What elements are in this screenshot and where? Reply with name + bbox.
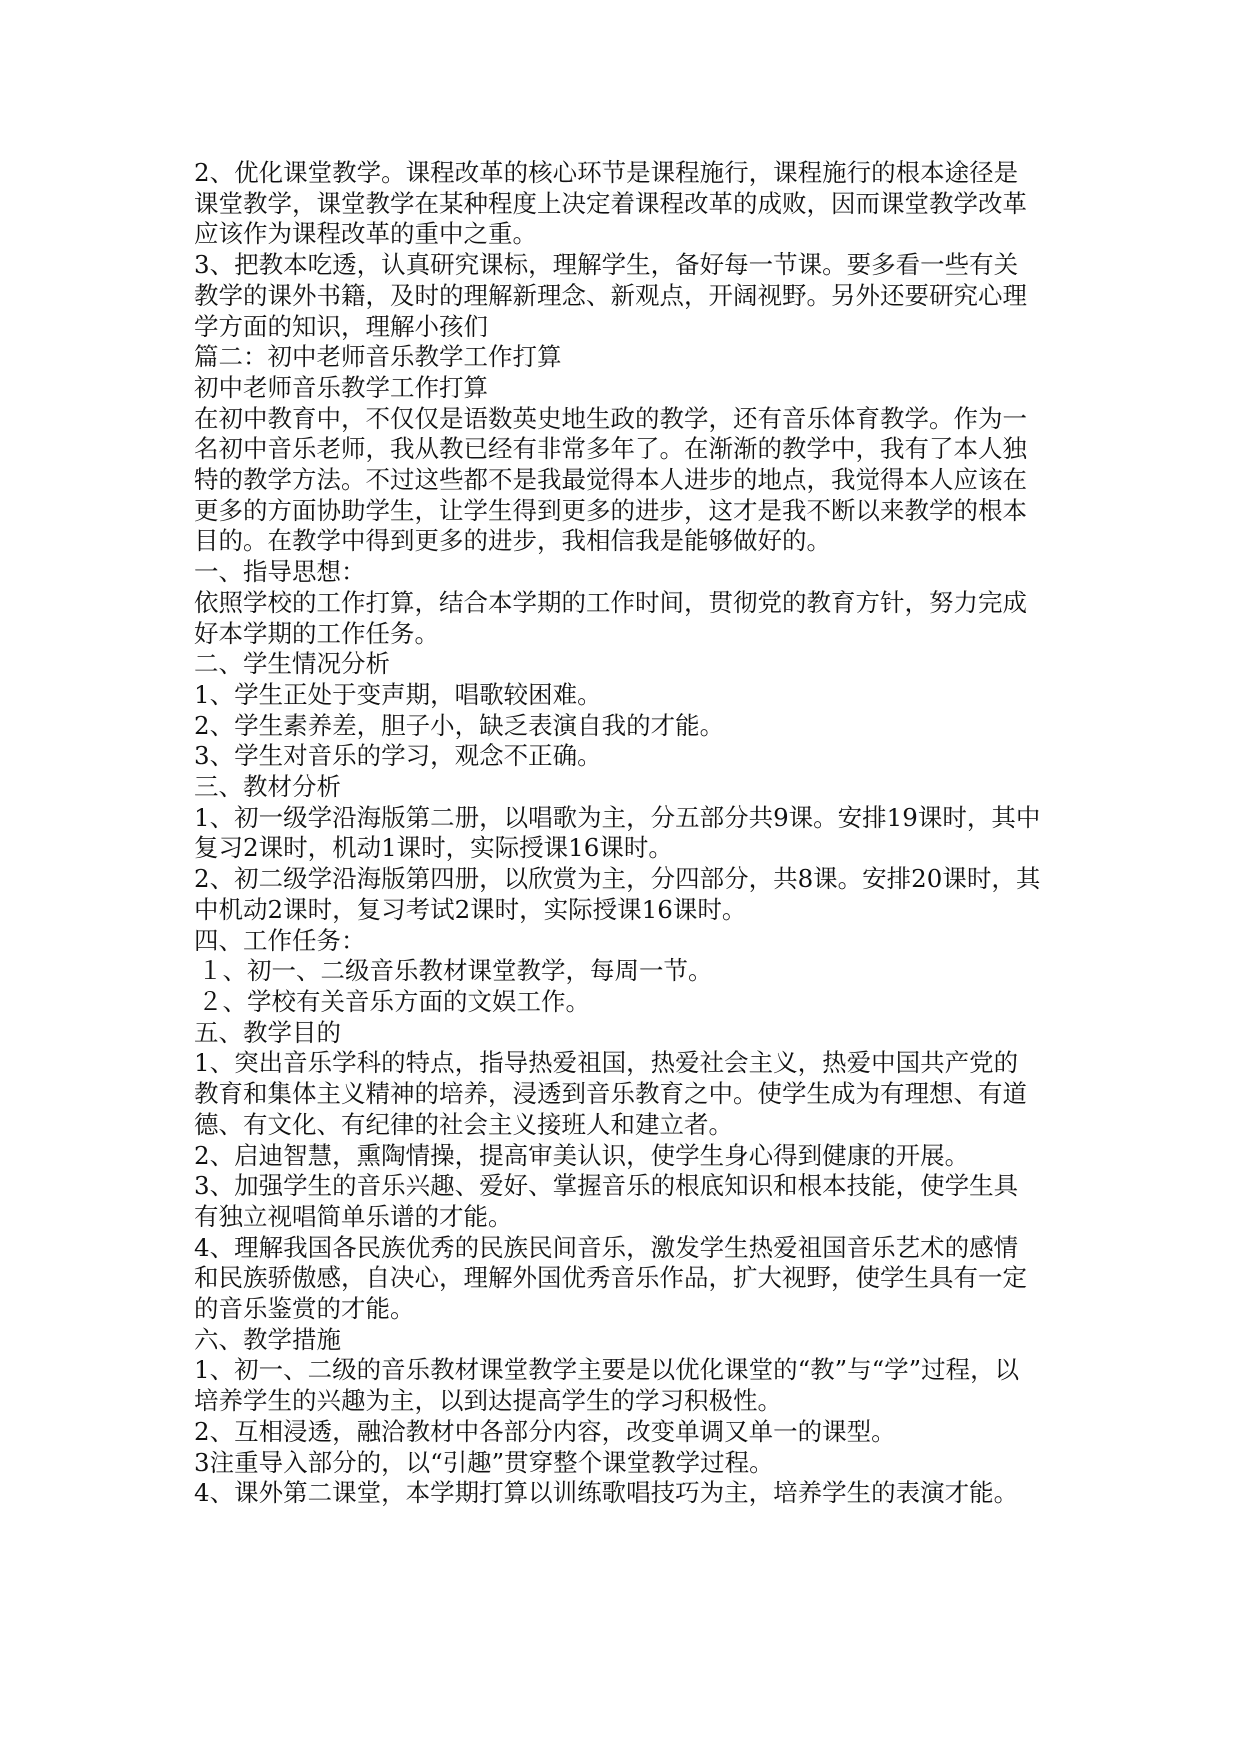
section-heading: 三、教材分析 [194, 772, 341, 802]
paragraph-line: 和民族骄傲感，自决心，理解外国优秀音乐作品，扩大视野，使学生具有一定 [194, 1263, 1027, 1293]
paragraph-line: 有独立视唱简单乐谱的才能。 [194, 1201, 513, 1231]
list-item: 2、学生素养差，胆子小，缺乏表演自我的才能。 [194, 710, 725, 740]
document-title: 初中老师音乐教学工作打算 [194, 372, 488, 402]
paragraph-line: 中机动2课时，复习考试2课时，实际授课16课时。 [194, 894, 747, 924]
paragraph-line: 在初中教育中，不仅仅是语数英史地生政的教学，还有音乐体育教学。作为一 [194, 403, 1027, 433]
paragraph-line: 好本学期的工作任务。 [194, 618, 439, 648]
list-item: 1、突出音乐学科的特点，指导热爱祖国，热爱社会主义，热爱中国共产党的 [194, 1048, 1019, 1078]
list-item: １、初一、二级音乐教材课堂教学，每周一节。 [198, 956, 713, 986]
paragraph-line: 2、优化课堂教学。课程改革的核心环节是课程施行，课程施行的根本途径是 [194, 158, 1019, 187]
list-item: 1、学生正处于变声期，唱歌较困难。 [194, 679, 602, 709]
section-heading: 六、教学措施 [194, 1324, 341, 1354]
section-heading: 五、教学目的 [194, 1017, 341, 1047]
list-item: 2、互相浸透，融洽教材中各部分内容，改变单调又单一的课型。 [194, 1416, 896, 1446]
list-item: 3、学生对音乐的学习，观念不正确。 [194, 741, 602, 771]
paragraph-line: 依照学校的工作打算，结合本学期的工作时间，贯彻党的教育方针，努力完成 [194, 587, 1027, 617]
paragraph-line: 的音乐鉴赏的才能。 [194, 1294, 415, 1324]
paragraph-line: 德、有文化、有纪律的社会主义接班人和建立者。 [194, 1109, 733, 1139]
paragraph-line: 课堂教学，课堂教学在某种程度上决定着课程改革的成败，因而课堂教学改革 [194, 188, 1027, 218]
paragraph-line: 名初中音乐老师，我从教已经有非常多年了。在渐渐的教学中，我有了本人独 [194, 434, 1027, 464]
paragraph-line: 教育和集体主义精神的培养，浸透到音乐教育之中。使学生成为有理想、有道 [194, 1079, 1027, 1109]
list-item: 1、初一级学沿海版第二册，以唱歌为主，分五部分共9课。安排19课时，其中 [194, 802, 1041, 832]
list-item: 2、初二级学沿海版第四册，以欣赏为主，分四部分，共8课。安排20课时，其 [194, 864, 1041, 894]
section-heading: 一、指导思想： [194, 557, 366, 587]
paragraph-line: 培养学生的兴趣为主，以到达提高学生的学习积极性。 [194, 1386, 782, 1416]
list-item: 2、启迪智慧，熏陶情操，提高审美认识，使学生身心得到健康的开展。 [194, 1140, 970, 1170]
document-body [194, 158, 1054, 1509]
section-heading: 二、学生情况分析 [194, 649, 390, 679]
list-item: 3注重导入部分的，以“引趣”贯穿整个课堂教学过程。 [194, 1447, 774, 1477]
paragraph-line: 目的。在教学中得到更多的进步，我相信我是能够做好的。 [194, 526, 831, 556]
list-item: ２、学校有关音乐方面的文娱工作。 [198, 986, 590, 1016]
section-heading: 篇二：初中老师音乐教学工作打算 [194, 342, 562, 372]
list-item: 3、加强学生的音乐兴趣、爱好、掌握音乐的根底知识和根本技能，使学生具 [194, 1171, 1019, 1201]
paragraph-line: 教学的课外书籍，及时的理解新理念、新观点，开阔视野。另外还要研究心理 [194, 280, 1027, 310]
list-item: 1、初一、二级的音乐教材课堂教学主要是以优化课堂的“教”与“学”过程，以 [194, 1355, 1020, 1385]
list-item: 4、课外第二课堂，本学期打算以训练歌唱技巧为主，培养学生的表演才能。 [194, 1478, 1019, 1508]
paragraph-line: 学方面的知识，理解小孩们 [194, 311, 488, 341]
paragraph-line: 3、把教本吃透，认真研究课标，理解学生，备好每一节课。要多看一些有关 [194, 250, 1019, 280]
list-item: 4、理解我国各民族优秀的民族民间音乐，激发学生热爱祖国音乐艺术的感情 [194, 1232, 1019, 1262]
section-heading: 四、工作任务： [194, 925, 366, 955]
paragraph-line: 特的教学方法。不过这些都不是我最觉得本人进步的地点，我觉得本人应该在 [194, 465, 1027, 495]
paragraph-line: 应该作为课程改革的重中之重。 [194, 219, 537, 249]
paragraph-line: 复习2课时，机动1课时，实际授课16课时。 [194, 833, 673, 863]
paragraph-line: 更多的方面协助学生，让学生得到更多的进步，这才是我不断以来教学的根本 [194, 495, 1027, 525]
